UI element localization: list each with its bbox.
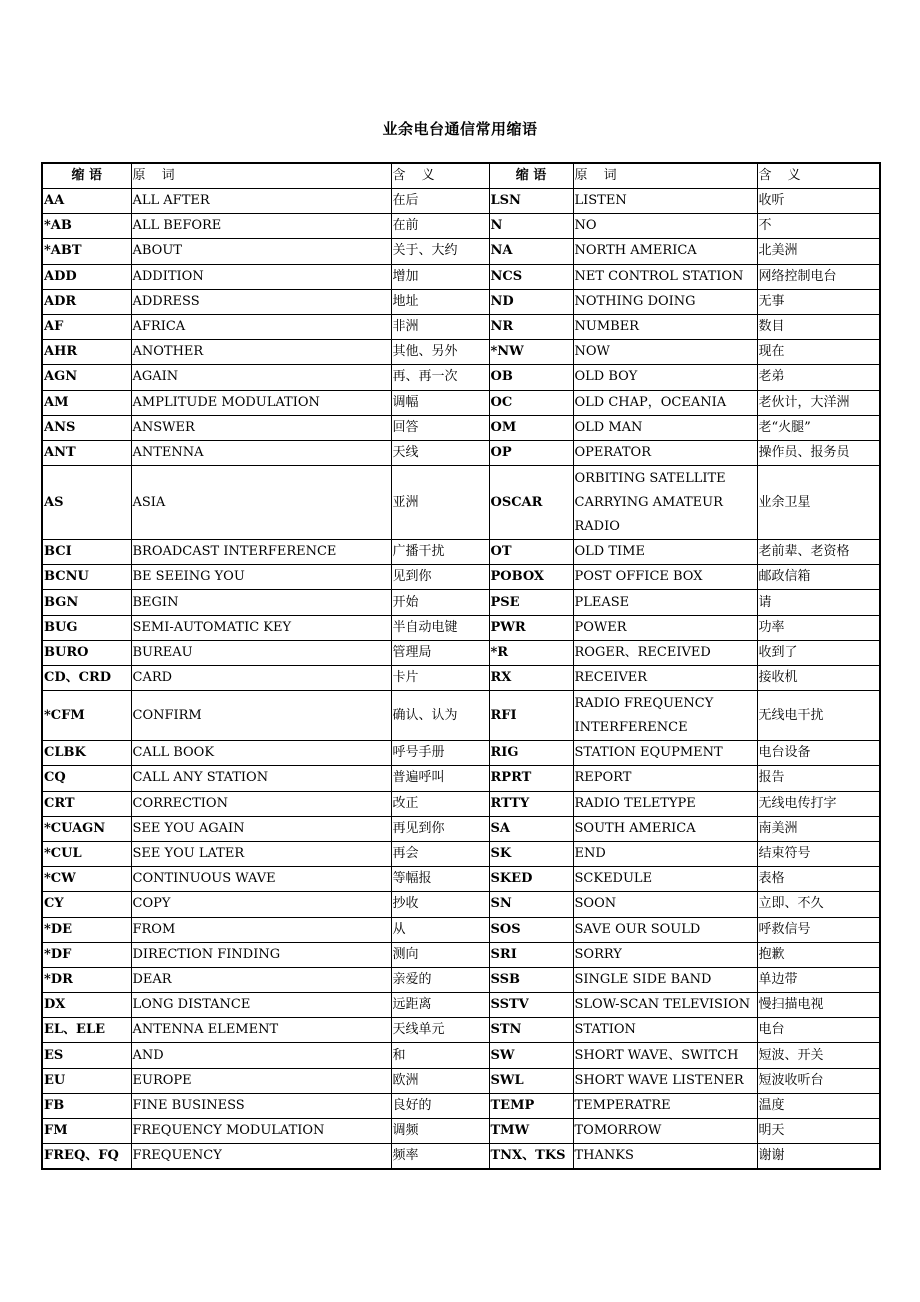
- cell-orig-2: NET CONTROL STATION: [573, 264, 757, 289]
- cell-orig-2: SINGLE SIDE BAND: [573, 967, 757, 992]
- cell-abbr: BCI: [42, 540, 131, 565]
- cell-meaning: 抄收: [391, 892, 489, 917]
- cell-meaning: 良好的: [391, 1093, 489, 1118]
- cell-meaning: 等幅报: [391, 867, 489, 892]
- cell-meaning: 调频: [391, 1119, 489, 1144]
- cell-abbr: CRT: [42, 791, 131, 816]
- cell-abbr-2: NR: [489, 314, 573, 339]
- table-row: [42, 766, 880, 791]
- header-meaning: 含 义: [391, 163, 489, 189]
- cell-orig-2: NORTH AMERICA: [573, 239, 757, 264]
- cell-meaning: 普遍呼叫: [391, 766, 489, 791]
- cell-abbr-2: OB: [489, 365, 573, 390]
- table-row: [42, 264, 880, 289]
- cell-meaning-2: 无事: [757, 289, 880, 314]
- cell-orig: ANSWER: [131, 415, 391, 440]
- cell-abbr: CQ: [42, 766, 131, 791]
- cell-abbr: AS: [42, 466, 131, 540]
- cell-orig: AGAIN: [131, 365, 391, 390]
- header-abbr: 缩 语: [42, 163, 131, 189]
- cell-orig: CONFIRM: [131, 691, 391, 741]
- cell-meaning-2: 谢谢: [757, 1144, 880, 1170]
- cell-meaning-2: 邮政信箱: [757, 565, 880, 590]
- cell-orig-2: SAVE OUR SOULD: [573, 917, 757, 942]
- cell-meaning-2: 报告: [757, 766, 880, 791]
- cell-orig-2: OLD CHAP，OCEANIA: [573, 390, 757, 415]
- cell-meaning-2: 收听: [757, 189, 880, 214]
- cell-abbr: *CFM: [42, 691, 131, 741]
- cell-abbr: CLBK: [42, 741, 131, 766]
- abbreviation-table: [41, 162, 881, 1170]
- cell-abbr-2: SSTV: [489, 993, 573, 1018]
- table-row: [42, 314, 880, 339]
- cell-orig: AND: [131, 1043, 391, 1068]
- cell-abbr: ADD: [42, 264, 131, 289]
- cell-orig: BUREAU: [131, 640, 391, 665]
- cell-abbr-2: SSB: [489, 967, 573, 992]
- cell-abbr: BURO: [42, 640, 131, 665]
- cell-orig: ANTENNA: [131, 440, 391, 465]
- cell-orig: BEGIN: [131, 590, 391, 615]
- cell-meaning-2: 不: [757, 214, 880, 239]
- cell-orig: CALL ANY STATION: [131, 766, 391, 791]
- cell-abbr: BUG: [42, 615, 131, 640]
- cell-meaning-2: 表格: [757, 867, 880, 892]
- table-row: [42, 841, 880, 866]
- cell-meaning: 其他、另外: [391, 340, 489, 365]
- page-title: 业余电台通信常用缩语: [382, 120, 538, 138]
- cell-abbr-2: SN: [489, 892, 573, 917]
- cell-meaning: 再会: [391, 841, 489, 866]
- cell-abbr: AA: [42, 189, 131, 214]
- cell-orig-2: OLD MAN: [573, 415, 757, 440]
- cell-orig-2: THANKS: [573, 1144, 757, 1170]
- cell-orig-2: POWER: [573, 615, 757, 640]
- cell-orig-2: RADIO FREQUENCY INTERFERENCE: [573, 691, 757, 741]
- table-row: [42, 214, 880, 239]
- table-row: [42, 440, 880, 465]
- table-row: [42, 390, 880, 415]
- cell-abbr: *CUAGN: [42, 816, 131, 841]
- table-row: [42, 1093, 880, 1118]
- cell-abbr-2: TEMP: [489, 1093, 573, 1118]
- table-row: [42, 816, 880, 841]
- cell-meaning: 频率: [391, 1144, 489, 1170]
- header-abbr-2: 缩 语: [489, 163, 573, 189]
- cell-meaning: 确认、认为: [391, 691, 489, 741]
- cell-abbr: AM: [42, 390, 131, 415]
- cell-meaning-2: 无线电传打字: [757, 791, 880, 816]
- cell-orig: CARD: [131, 666, 391, 691]
- cell-orig-2: POST OFFICE BOX: [573, 565, 757, 590]
- cell-meaning-2: 操作员、报务员: [757, 440, 880, 465]
- cell-abbr: *DF: [42, 942, 131, 967]
- cell-meaning: 亲爱的: [391, 967, 489, 992]
- cell-orig: ABOUT: [131, 239, 391, 264]
- cell-meaning-2: 抱歉: [757, 942, 880, 967]
- cell-abbr: ANT: [42, 440, 131, 465]
- table-row: [42, 189, 880, 214]
- cell-abbr: AHR: [42, 340, 131, 365]
- cell-abbr-2: SW: [489, 1043, 573, 1068]
- cell-meaning: 非洲: [391, 314, 489, 339]
- cell-meaning: 管理局: [391, 640, 489, 665]
- cell-orig-2: SLOW-SCAN TELEVISION: [573, 993, 757, 1018]
- cell-meaning-2: 收到了: [757, 640, 880, 665]
- cell-abbr: ES: [42, 1043, 131, 1068]
- cell-orig-2: SCKEDULE: [573, 867, 757, 892]
- table-row: [42, 289, 880, 314]
- cell-orig-2: NUMBER: [573, 314, 757, 339]
- cell-meaning: 关于、大约: [391, 239, 489, 264]
- cell-abbr-2: OP: [489, 440, 573, 465]
- cell-abbr: AGN: [42, 365, 131, 390]
- table-row: [42, 640, 880, 665]
- table-row: [42, 565, 880, 590]
- cell-abbr: FREQ、FQ: [42, 1144, 131, 1170]
- cell-abbr-2: *NW: [489, 340, 573, 365]
- cell-abbr-2: NCS: [489, 264, 573, 289]
- cell-abbr: BGN: [42, 590, 131, 615]
- cell-meaning-2: 现在: [757, 340, 880, 365]
- table-row: [42, 967, 880, 992]
- table-row: [42, 1119, 880, 1144]
- cell-abbr-2: SKED: [489, 867, 573, 892]
- cell-orig: ALL AFTER: [131, 189, 391, 214]
- cell-abbr-2: LSN: [489, 189, 573, 214]
- cell-abbr: CD、CRD: [42, 666, 131, 691]
- cell-meaning-2: 短波、开关: [757, 1043, 880, 1068]
- table-row: [42, 892, 880, 917]
- header-orig: 原 词: [131, 163, 391, 189]
- header-meaning-2: 含 义: [757, 163, 880, 189]
- cell-abbr-2: OSCAR: [489, 466, 573, 540]
- cell-meaning: 再、再一次: [391, 365, 489, 390]
- cell-abbr: DX: [42, 993, 131, 1018]
- table-row: [42, 466, 880, 540]
- cell-meaning: 呼号手册: [391, 741, 489, 766]
- cell-abbr-2: OM: [489, 415, 573, 440]
- table-row: [42, 340, 880, 365]
- cell-orig-2: STATION EQUPMENT: [573, 741, 757, 766]
- cell-orig-2: OLD BOY: [573, 365, 757, 390]
- cell-orig-2: REPORT: [573, 766, 757, 791]
- cell-orig: ANTENNA ELEMENT: [131, 1018, 391, 1043]
- cell-meaning: 天线: [391, 440, 489, 465]
- cell-orig: AFRICA: [131, 314, 391, 339]
- cell-meaning: 地址: [391, 289, 489, 314]
- cell-abbr: EU: [42, 1068, 131, 1093]
- cell-orig-2: NOW: [573, 340, 757, 365]
- cell-abbr-2: OC: [489, 390, 573, 415]
- cell-meaning: 远距离: [391, 993, 489, 1018]
- cell-abbr-2: STN: [489, 1018, 573, 1043]
- table-row: [42, 1043, 880, 1068]
- cell-meaning-2: 老前辈、老资格: [757, 540, 880, 565]
- cell-meaning-2: 电台: [757, 1018, 880, 1043]
- table-row: [42, 1144, 880, 1170]
- cell-orig-2: RECEIVER: [573, 666, 757, 691]
- cell-meaning-2: 无线电干扰: [757, 691, 880, 741]
- cell-meaning-2: 南美洲: [757, 816, 880, 841]
- cell-meaning: 调幅: [391, 390, 489, 415]
- table-header-row: [42, 163, 880, 189]
- cell-orig: SEE YOU AGAIN: [131, 816, 391, 841]
- cell-meaning-2: 单边带: [757, 967, 880, 992]
- cell-orig: FROM: [131, 917, 391, 942]
- cell-meaning-2: 短波收听台: [757, 1068, 880, 1093]
- cell-orig-2: SHORT WAVE、SWITCH: [573, 1043, 757, 1068]
- cell-orig: ANOTHER: [131, 340, 391, 365]
- cell-orig: ASIA: [131, 466, 391, 540]
- cell-orig-2: STATION: [573, 1018, 757, 1043]
- cell-meaning-2: 立即、不久: [757, 892, 880, 917]
- cell-meaning: 广播干扰: [391, 540, 489, 565]
- cell-orig-2: NOTHING DOING: [573, 289, 757, 314]
- cell-meaning: 欧洲: [391, 1068, 489, 1093]
- cell-orig-2: NO: [573, 214, 757, 239]
- cell-orig-2: ORBITING SATELLITE CARRYING AMATEUR RADIO: [573, 466, 757, 540]
- cell-orig: CALL BOOK: [131, 741, 391, 766]
- cell-meaning: 亚洲: [391, 466, 489, 540]
- cell-orig: CORRECTION: [131, 791, 391, 816]
- cell-meaning: 测向: [391, 942, 489, 967]
- cell-meaning: 回答: [391, 415, 489, 440]
- cell-abbr: *DR: [42, 967, 131, 992]
- cell-orig: AMPLITUDE MODULATION: [131, 390, 391, 415]
- cell-meaning: 和: [391, 1043, 489, 1068]
- cell-abbr-2: RTTY: [489, 791, 573, 816]
- table-row: [42, 741, 880, 766]
- cell-meaning-2: 数目: [757, 314, 880, 339]
- cell-abbr: ADR: [42, 289, 131, 314]
- header-orig-2: 原 词: [573, 163, 757, 189]
- cell-orig: SEE YOU LATER: [131, 841, 391, 866]
- table-row: [42, 239, 880, 264]
- cell-meaning: 在后: [391, 189, 489, 214]
- cell-abbr-2: PSE: [489, 590, 573, 615]
- cell-meaning-2: 网络控制电台: [757, 264, 880, 289]
- cell-orig-2: OPERATOR: [573, 440, 757, 465]
- cell-abbr: *ABT: [42, 239, 131, 264]
- cell-orig: EUROPE: [131, 1068, 391, 1093]
- cell-meaning-2: 老伙计，大洋洲: [757, 390, 880, 415]
- table-row: [42, 666, 880, 691]
- cell-meaning: 改正: [391, 791, 489, 816]
- cell-meaning: 在前: [391, 214, 489, 239]
- cell-orig: COPY: [131, 892, 391, 917]
- cell-abbr-2: SWL: [489, 1068, 573, 1093]
- cell-abbr: FB: [42, 1093, 131, 1118]
- cell-orig: BROADCAST INTERFERENCE: [131, 540, 391, 565]
- table-row: [42, 615, 880, 640]
- cell-abbr-2: OT: [489, 540, 573, 565]
- cell-meaning-2: 请: [757, 590, 880, 615]
- cell-meaning-2: 老弟: [757, 365, 880, 390]
- cell-meaning-2: 结束符号: [757, 841, 880, 866]
- cell-abbr-2: NA: [489, 239, 573, 264]
- cell-orig: FREQUENCY MODULATION: [131, 1119, 391, 1144]
- cell-meaning-2: 慢扫描电视: [757, 993, 880, 1018]
- cell-abbr: *DE: [42, 917, 131, 942]
- cell-abbr-2: SRI: [489, 942, 573, 967]
- cell-orig-2: OLD TIME: [573, 540, 757, 565]
- cell-orig: LONG DISTANCE: [131, 993, 391, 1018]
- cell-abbr: *CW: [42, 867, 131, 892]
- cell-orig: DEAR: [131, 967, 391, 992]
- cell-orig: FINE BUSINESS: [131, 1093, 391, 1118]
- table-row: [42, 365, 880, 390]
- cell-orig: FREQUENCY: [131, 1144, 391, 1170]
- cell-orig-2: TEMPERATRE: [573, 1093, 757, 1118]
- cell-abbr-2: PWR: [489, 615, 573, 640]
- table-row: [42, 415, 880, 440]
- cell-abbr: *CUL: [42, 841, 131, 866]
- cell-meaning: 再见到你: [391, 816, 489, 841]
- cell-abbr-2: RFI: [489, 691, 573, 741]
- cell-meaning-2: 北美洲: [757, 239, 880, 264]
- cell-orig-2: LISTEN: [573, 189, 757, 214]
- cell-meaning-2: 业余卫星: [757, 466, 880, 540]
- cell-orig-2: SOON: [573, 892, 757, 917]
- cell-abbr-2: RX: [489, 666, 573, 691]
- cell-orig: ADDITION: [131, 264, 391, 289]
- table-row: [42, 917, 880, 942]
- cell-orig: SEMI-AUTOMATIC KEY: [131, 615, 391, 640]
- cell-orig-2: END: [573, 841, 757, 866]
- cell-abbr: CY: [42, 892, 131, 917]
- cell-abbr-2: SOS: [489, 917, 573, 942]
- cell-abbr-2: POBOX: [489, 565, 573, 590]
- cell-meaning-2: 电台设备: [757, 741, 880, 766]
- cell-meaning: 天线单元: [391, 1018, 489, 1043]
- cell-orig-2: TOMORROW: [573, 1119, 757, 1144]
- table-row: [42, 540, 880, 565]
- cell-orig-2: RADIO TELETYPE: [573, 791, 757, 816]
- cell-meaning: 开始: [391, 590, 489, 615]
- cell-orig: ADDRESS: [131, 289, 391, 314]
- table-row: [42, 1018, 880, 1043]
- cell-abbr: BCNU: [42, 565, 131, 590]
- cell-orig: BE SEEING YOU: [131, 565, 391, 590]
- cell-abbr: FM: [42, 1119, 131, 1144]
- cell-abbr: *AB: [42, 214, 131, 239]
- table-row: [42, 993, 880, 1018]
- cell-abbr-2: ND: [489, 289, 573, 314]
- cell-orig-2: ROGER、RECEIVED: [573, 640, 757, 665]
- cell-orig-2: SOUTH AMERICA: [573, 816, 757, 841]
- cell-abbr-2: TMW: [489, 1119, 573, 1144]
- cell-meaning-2: 呼救信号: [757, 917, 880, 942]
- table-row: [42, 942, 880, 967]
- cell-meaning-2: 接收机: [757, 666, 880, 691]
- cell-orig: CONTINUOUS WAVE: [131, 867, 391, 892]
- cell-meaning-2: 功率: [757, 615, 880, 640]
- table-row: [42, 791, 880, 816]
- cell-meaning: 半自动电键: [391, 615, 489, 640]
- cell-abbr-2: N: [489, 214, 573, 239]
- cell-orig: DIRECTION FINDING: [131, 942, 391, 967]
- cell-abbr-2: TNX、TKS: [489, 1144, 573, 1170]
- cell-abbr-2: SA: [489, 816, 573, 841]
- cell-abbr-2: RIG: [489, 741, 573, 766]
- cell-meaning: 从: [391, 917, 489, 942]
- cell-abbr-2: RPRT: [489, 766, 573, 791]
- table-row: [42, 590, 880, 615]
- table-row: [42, 1068, 880, 1093]
- cell-orig-2: PLEASE: [573, 590, 757, 615]
- cell-orig-2: SHORT WAVE LISTENER: [573, 1068, 757, 1093]
- cell-meaning-2: 老“火腿”: [757, 415, 880, 440]
- cell-meaning-2: 明天: [757, 1119, 880, 1144]
- cell-meaning: 见到你: [391, 565, 489, 590]
- table-row: [42, 867, 880, 892]
- table-row: [42, 691, 880, 741]
- cell-meaning: 增加: [391, 264, 489, 289]
- cell-orig: ALL BEFORE: [131, 214, 391, 239]
- cell-abbr-2: SK: [489, 841, 573, 866]
- cell-abbr: AF: [42, 314, 131, 339]
- cell-abbr: ANS: [42, 415, 131, 440]
- cell-meaning-2: 温度: [757, 1093, 880, 1118]
- cell-orig-2: SORRY: [573, 942, 757, 967]
- cell-meaning: 卡片: [391, 666, 489, 691]
- cell-abbr-2: *R: [489, 640, 573, 665]
- cell-abbr: EL、ELE: [42, 1018, 131, 1043]
